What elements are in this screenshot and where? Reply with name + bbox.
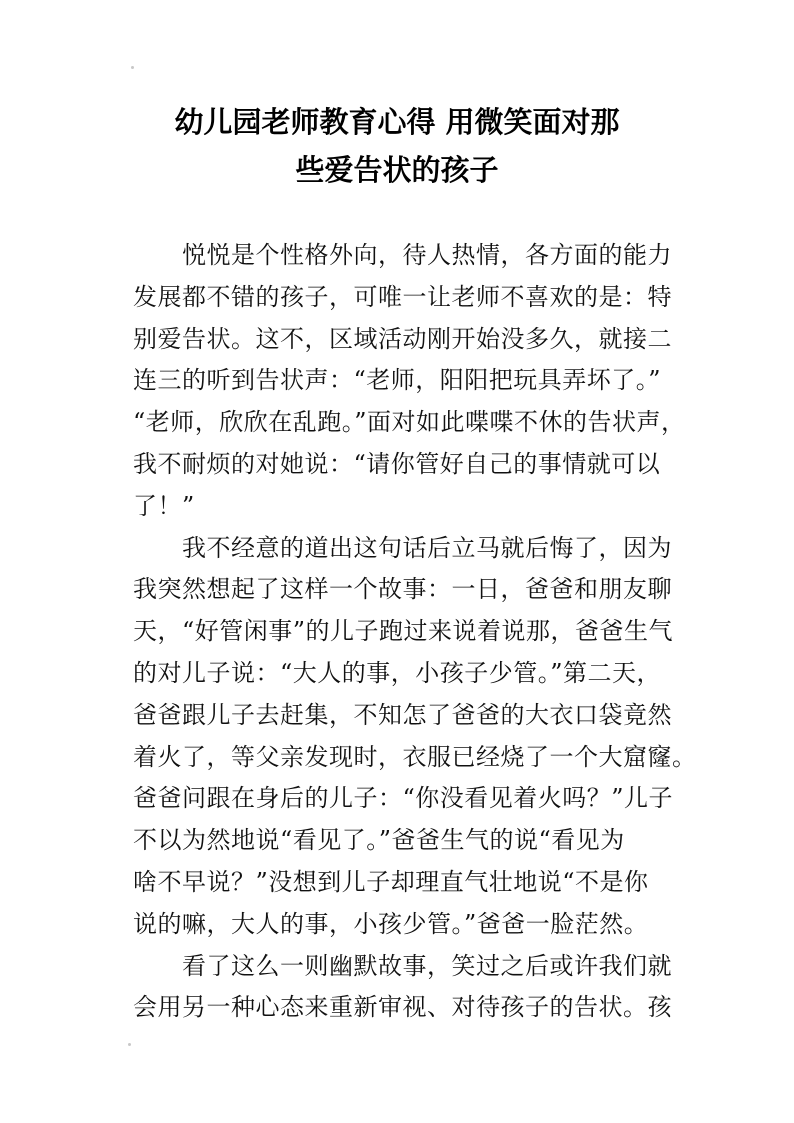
body-line: 的对儿子说：“大人的事，小孩子少管。”第二天， <box>133 658 662 687</box>
body-line: 我不耐烦的对她说：“请你管好自己的事情就可以 <box>133 449 661 478</box>
body-line: 悦悦是个性格外向，待人热情，各方面的能力 <box>133 241 672 269</box>
title-line-2: 些爱告状的孩子 <box>295 153 499 187</box>
corner-mark-bottom <box>128 1043 131 1046</box>
body-line: 会用另一种心态来重新审视、对待孩子的告状。孩 <box>133 993 672 1022</box>
title-line-1: 幼儿园老师教育心得 用微笑面对那 <box>174 105 620 139</box>
document-body <box>133 235 697 1029</box>
body-line: 发展都不错的孩子，可唯一让老师不喜欢的是：特 <box>133 282 672 311</box>
body-line: 啥不早说？”没想到儿子却理直气壮地说“不是你 <box>133 867 649 896</box>
body-line: 不以为然地说“看见了。”爸爸生气的说“看见为 <box>133 826 625 855</box>
body-line: 别爱告状。这不，区域活动刚开始没多久，就接二 <box>133 324 672 353</box>
body-line: 着火了，等父亲发现时，衣服已经烧了一个大窟窿。 <box>133 742 697 771</box>
body-line: 连三的听到告状声：“老师，阳阳把玩具弄坏了。” <box>133 366 662 395</box>
corner-mark-top <box>131 66 134 69</box>
body-line: 我突然想起了这样一个故事：一日，爸爸和朋友聊 <box>133 575 672 604</box>
document-title <box>120 98 674 194</box>
body-line: 看了这么一则幽默故事，笑过之后或许我们就 <box>133 951 672 980</box>
body-line: 说的嘛，大人的事，小孩少管。”爸爸一脸茫然。 <box>133 909 649 938</box>
body-line: 了！” <box>133 491 195 520</box>
body-line: 爸爸问跟在身后的儿子：“你没看见着火吗？”儿子 <box>133 784 674 813</box>
body-line: “老师，欣欣在乱跑。”面对如此喋喋不休的告状声， <box>133 408 686 437</box>
body-line: 爸爸跟儿子去赶集，不知怎了爸爸的大衣口袋竟然 <box>133 700 672 729</box>
body-line: 天，“好管闲事”的儿子跑过来说着说那，爸爸生气 <box>133 617 674 646</box>
body-line: 我不经意的道出这句话后立马就后悔了，因为 <box>133 533 672 562</box>
